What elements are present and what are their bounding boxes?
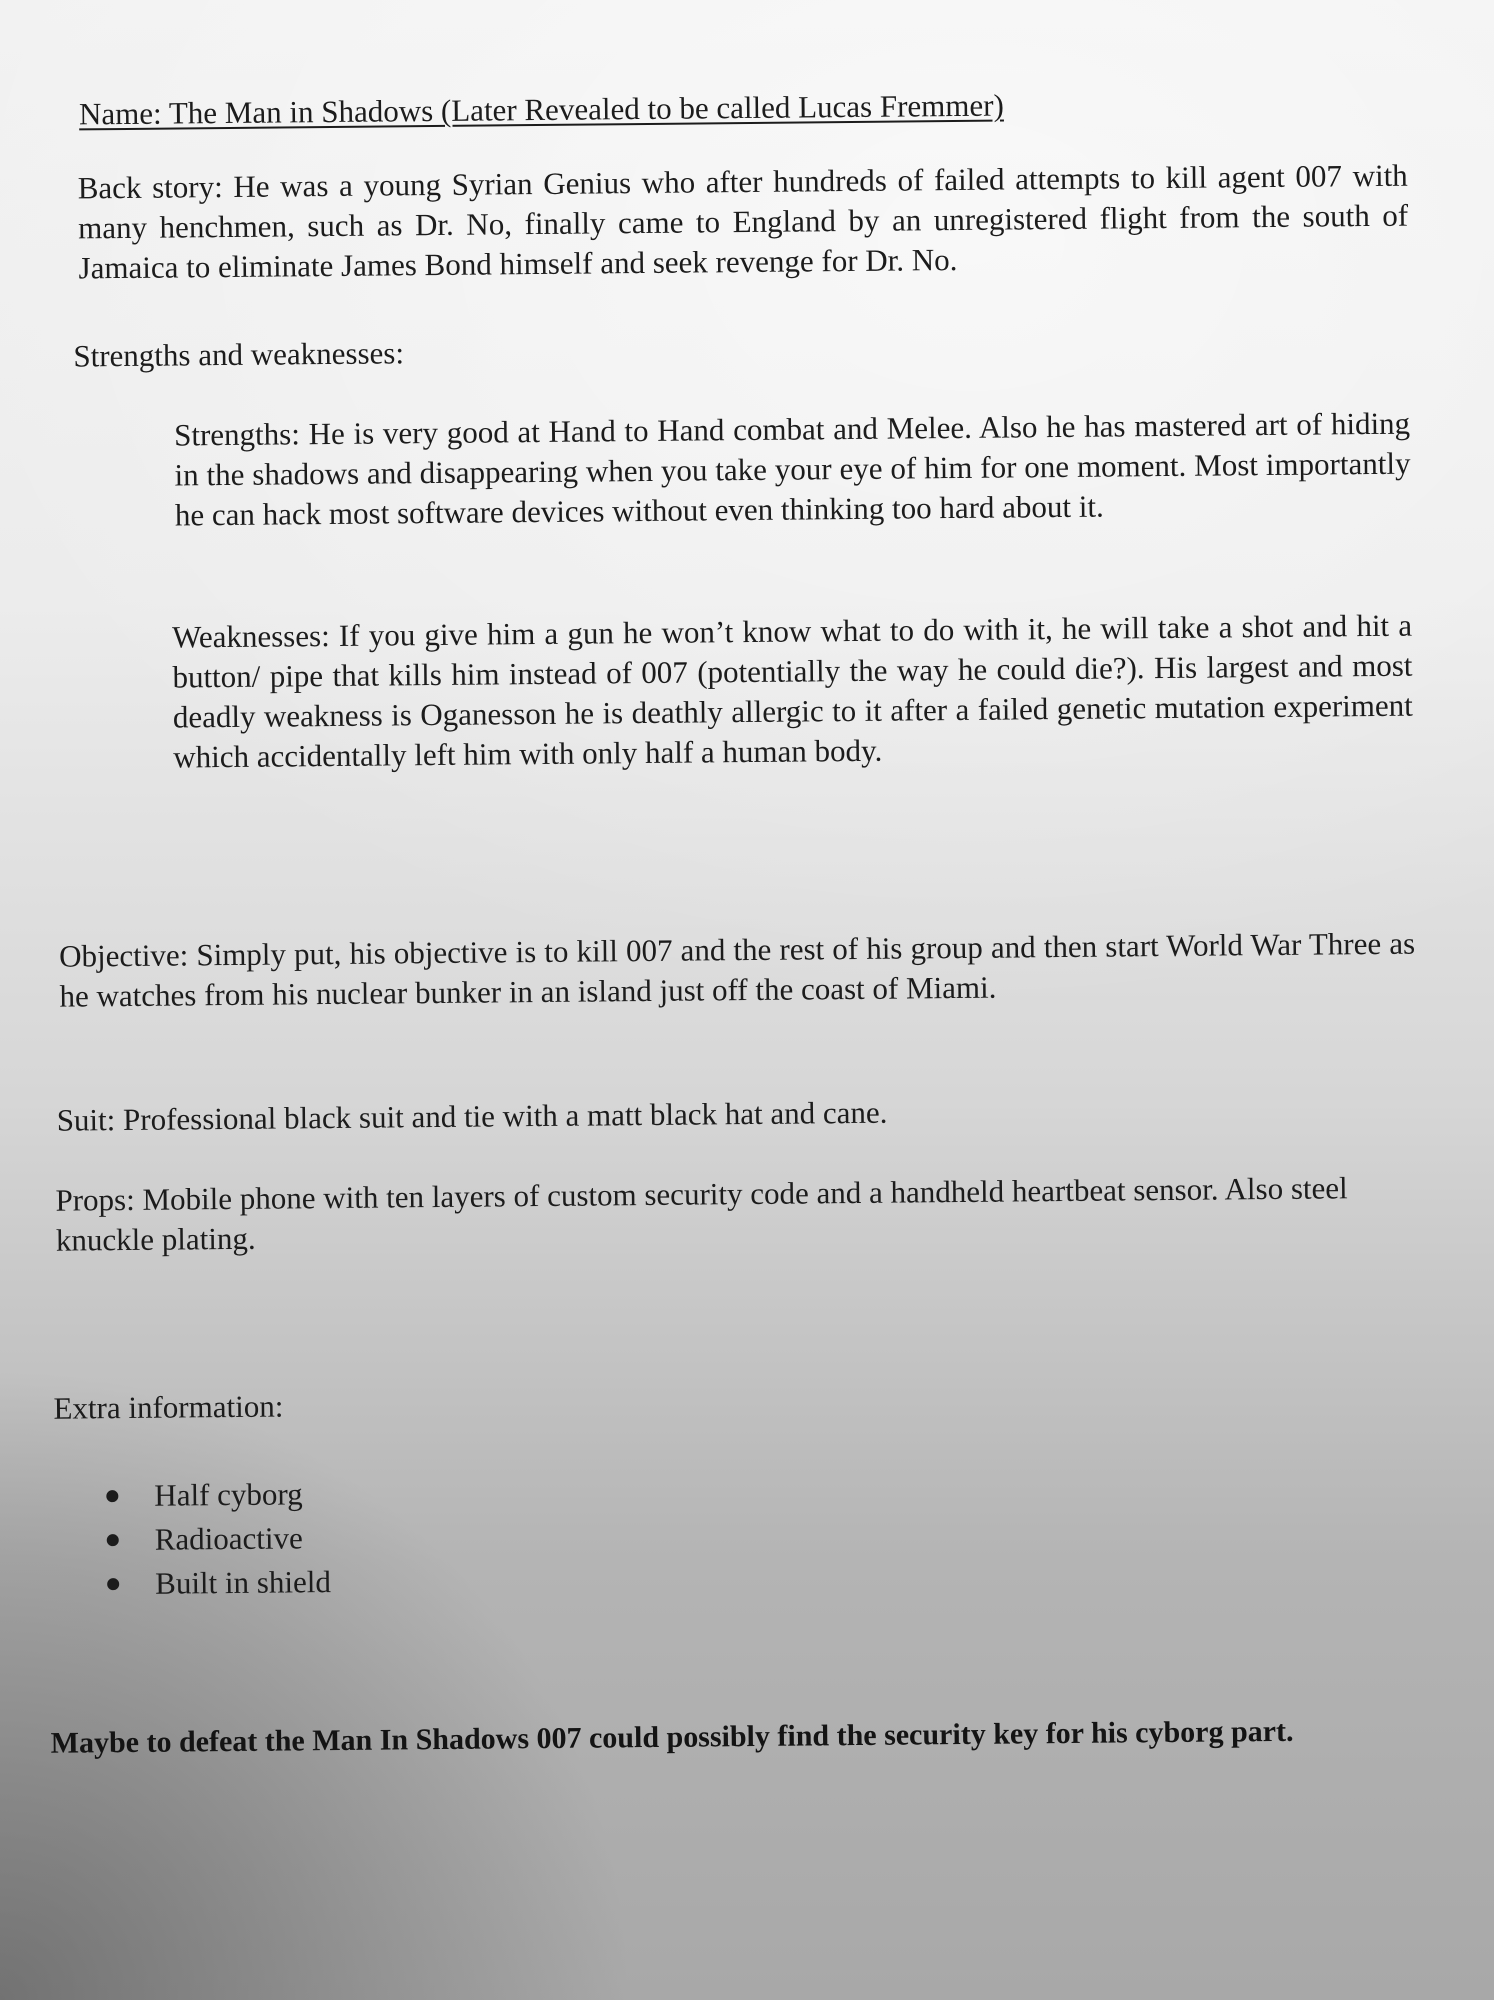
bullet-dot-icon (106, 1490, 118, 1502)
bullet-dot-icon (107, 1578, 119, 1590)
list-item-text: Radioactive (154, 1520, 303, 1557)
strengths-paragraph: Strengths: He is very good at Hand to Hand combat and Melee. Also he has mastered art of hiding in the shadows and disappearing when you take your eye of him for one moment. Most importantly he can hack most software devices without even thinking too hard about it. (173, 405, 1411, 533)
strengths-weaknesses-heading: Strengths and weaknesses: (73, 335, 405, 374)
bullet-dot-icon (107, 1534, 119, 1546)
character-name-title: Name: The Man in Shadows (Later Revealed to be called Lucas Fremmer) (78, 87, 1004, 132)
closing-note: Maybe to defeat the Man In Shadows 007 could possibly find the security key for his cyborg part. (50, 1714, 1294, 1760)
backstory-paragraph: Back story: He was a young Syrian Genius who after hundreds of failed attempts to kill agent 007 with many henchmen, such as Dr. No, finally came to England by an unregistered flight from the south of Jamaica to eliminate James Bond himself and seek revenge for Dr. No. (77, 157, 1409, 286)
list-item-text: Half cyborg (154, 1476, 303, 1513)
extra-information-list (54, 1472, 331, 1607)
list-item (54, 1472, 330, 1519)
props-paragraph: Props: Mobile phone with ten layers of custom security code and a handheld heartbeat sensor. Also steel knuckle plating. (55, 1170, 1348, 1258)
weaknesses-paragraph: Weaknesses: If you give him a gun he won’t know what to do with it, he will take a shot and hit a button/ pipe that kills him instead of 007 (potentially the way he could die?). His largest and most deadly weakness is Oganesson he is deathly allergic to it after a failed genetic mutation experiment which accidentally left him with only half a human body. (171, 607, 1413, 775)
list-item (55, 1560, 331, 1607)
suit-line: Suit: Professional black suit and tie with a matt black hat and cane. (56, 1094, 888, 1138)
objective-paragraph: Objective: Simply put, his objective is to kill 007 and the rest of his group and then start World War Three as he watches from his nuclear bunker in an island just off the coast of Miami. (58, 925, 1416, 1014)
list-item-text: Built in shield (155, 1564, 332, 1601)
list-item (55, 1516, 331, 1563)
extra-information-heading: Extra information: (53, 1388, 284, 1426)
